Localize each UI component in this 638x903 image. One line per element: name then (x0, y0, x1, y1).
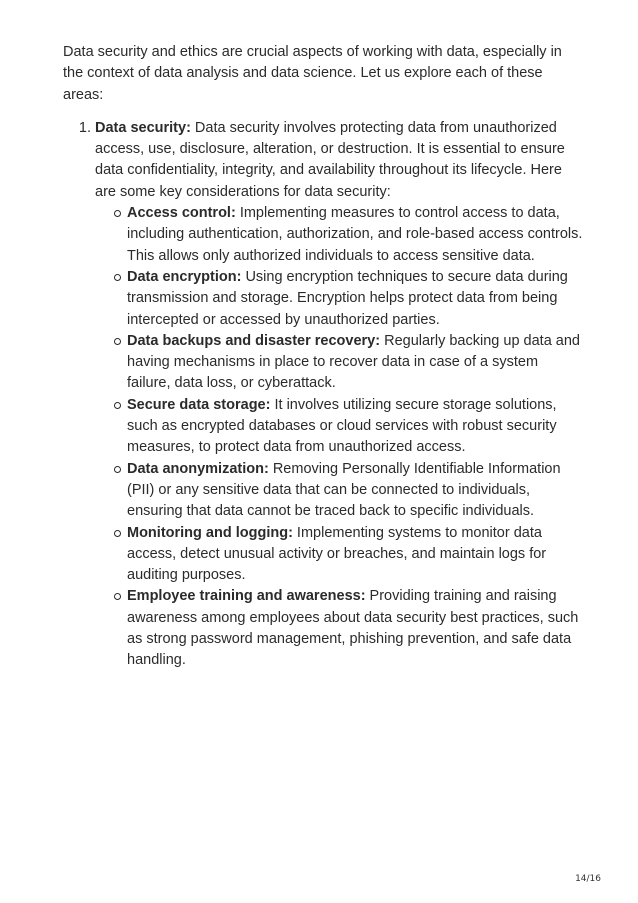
sub-item-label: Data backups and disaster recovery: (127, 332, 381, 349)
sub-list-item (127, 203, 583, 267)
sub-list-item (127, 523, 583, 587)
sub-list-item (127, 586, 583, 671)
sub-item-text: Implementing measures to control access to data, including authentication, authorization, and role-based access controls. This allows only authorized individuals to access sensitive data. (127, 205, 583, 264)
sub-item-text: Using encryption techniques to secure data during transmission and storage. Encryption helps protect data from being intercepted or accessed by unauthorized parties. (127, 268, 568, 328)
intro-paragraph: Data security and ethics are crucial aspects of working with data, especially in the context of data analysis and data science. Let us explore each of these areas: (63, 44, 562, 103)
sub-list (95, 203, 583, 672)
document-page (63, 42, 583, 672)
sub-item-text: Regularly backing up data and having mechanisms in place to recover data in case of a system failure, data loss, or cyberattack. (127, 332, 580, 392)
sub-list-item (127, 459, 583, 523)
main-list-item (95, 118, 583, 672)
hollow-circle-bullet-icon (114, 402, 121, 409)
hollow-circle-bullet-icon (114, 530, 121, 537)
sub-list-item (127, 395, 583, 459)
item-text: Data security involves protecting data from unauthorized access, use, disclosure, alteration, or destruction. It is essential to ensure data confidentiality, integrity, and availability throughout its lifecycle. Here are some key considerations for data security: (95, 119, 565, 200)
sub-item-text: Implementing systems to monitor data access, detect unusual activity or breaches, and maintain logs for auditing purposes. (127, 524, 547, 584)
sub-list-item (127, 331, 583, 395)
hollow-circle-bullet-icon (114, 338, 121, 345)
sub-item-label: Data encryption: (127, 268, 242, 285)
item-label: Data security: (95, 119, 191, 136)
hollow-circle-bullet-icon (114, 466, 121, 473)
sub-item-text: Removing Personally Identifiable Information (PII) or any sensitive data that can be connected to individuals, ensuring that data cannot be traced back to specific individuals. (127, 460, 561, 520)
hollow-circle-bullet-icon (114, 593, 121, 600)
sub-list-item (127, 267, 583, 331)
sub-item-text: It involves utilizing secure storage solutions, such as encrypted databases or cloud services with robust security measures, to protect data from unauthorized access. (127, 396, 557, 456)
sub-item-text: Providing training and raising awareness among employees about data security best practices, such as strong password management, phishing prevention, and safe data handling. (127, 588, 579, 669)
sub-item-label: Access control: (127, 205, 236, 222)
sub-item-label: Employee training and awareness: (127, 588, 366, 605)
main-list (63, 118, 583, 672)
sub-item-label: Data anonymization: (127, 460, 269, 477)
sub-item-label: Monitoring and logging: (127, 524, 293, 541)
page-number: 14/16 (575, 874, 601, 884)
sub-item-label: Secure data storage: (127, 396, 271, 413)
hollow-circle-bullet-icon (114, 274, 121, 281)
hollow-circle-bullet-icon (114, 210, 121, 217)
